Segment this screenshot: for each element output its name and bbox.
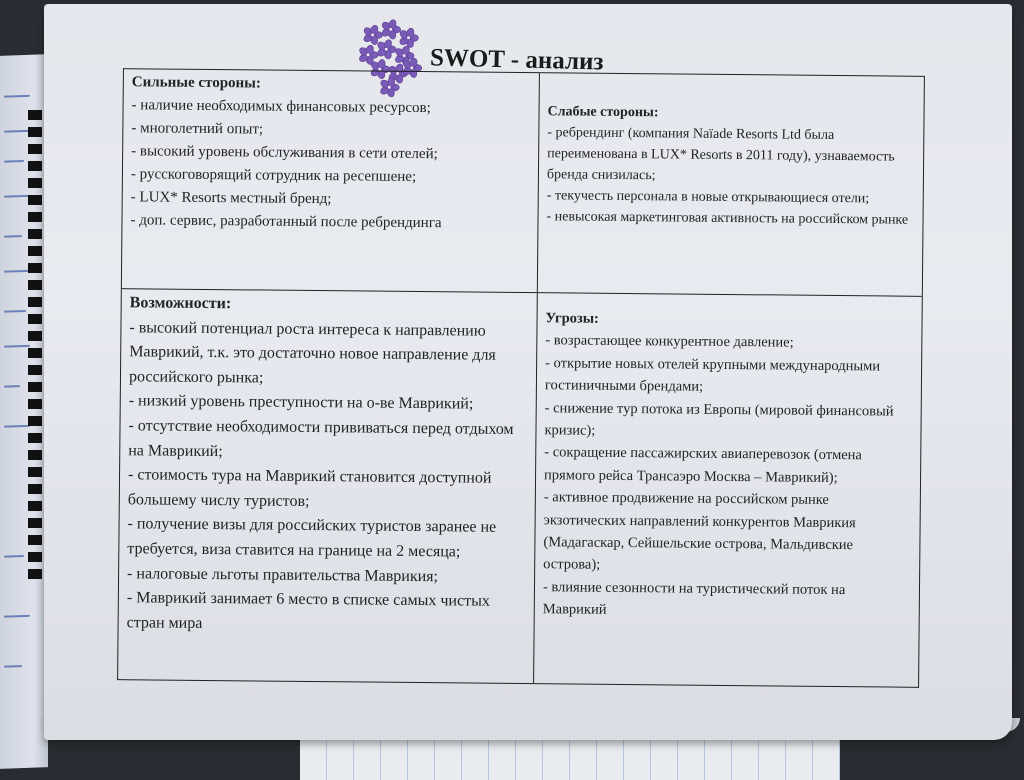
list-item: - Маврикий занимает 6 место в списке самых чистых стран мира <box>126 589 490 632</box>
grid-paper-under-sheet <box>300 740 840 780</box>
list-item: - низкий уровень преступности на о-ве Маврикий; <box>128 392 474 413</box>
opportunities-list <box>127 316 529 640</box>
opportunities-heading: Возможности: <box>129 294 232 313</box>
weaknesses-heading: Слабые стороны: <box>547 104 659 121</box>
strengths-cell <box>122 69 540 293</box>
threats-cell <box>534 293 922 687</box>
list-item: - многолетний опыт; <box>131 120 264 138</box>
list-item: - наличие необходимых финансовых ресурсов; <box>131 97 431 117</box>
spiral-binding <box>28 110 42 580</box>
list-item: - сокращение пассажирских авиаперевозок (отмена прямого рейса Трансаэро Москва – Маврикий); <box>543 444 862 486</box>
list-item: - высокий уровень обслуживания в сети отелей; <box>131 143 438 163</box>
list-item: - открытие новых отелей крупными международными гостиничными брендами; <box>544 355 881 395</box>
page-title: SWOT - анализ <box>429 44 604 76</box>
threats-list <box>543 330 914 625</box>
weaknesses-cell <box>538 73 924 297</box>
weaknesses-list <box>546 122 915 231</box>
strengths-list <box>130 94 530 236</box>
list-item: - активное продвижение на российском рынке экзотических направлений конкурентов Маврикия (Мадагаскар, Сейшельские острова, Мальдивские острова); <box>543 489 856 574</box>
list-item: - стоимость тура на Маврикий становится доступной большему числу туристов; <box>127 466 492 510</box>
opportunities-cell <box>118 289 538 683</box>
threats-heading: Угрозы: <box>545 310 599 327</box>
list-item: - получение визы для российских туристов заранее не требуется, виза ставится на границе на 2 месяца; <box>127 515 497 561</box>
list-item: - невысокая маркетинговая активность на российском рынке <box>546 209 909 228</box>
list-item: - русскоговорящий сотрудник на ресепшене; <box>130 166 417 185</box>
list-item: - влияние сезонности на туристический поток на Маврикий <box>542 579 846 619</box>
list-item: - ребрендинг (компания Naïade Resorts Ltd была переименована в LUX* Resorts в 2011 году), узнаваемость бренда снизилась; <box>546 125 895 184</box>
list-item: - отсутствие необходимости прививаться перед отдыхом на Маврикий; <box>128 417 514 460</box>
list-item: - высокий потенциал роста интереса к направлению Маврикий, т.к. это достаточно новое направление для российского рынка; <box>128 318 496 387</box>
swot-table <box>117 68 925 688</box>
list-item: - LUX* Resorts местный бренд; <box>130 189 332 208</box>
list-item: - доп. сервис, разработанный после ребрендинга <box>130 212 442 232</box>
list-item: - текучесть персонала в новые открывающиеся отели; <box>546 188 870 207</box>
list-item: - возрастающее конкурентное давление; <box>545 332 794 352</box>
list-item: - налоговые льготы правительства Маврикия; <box>127 564 439 585</box>
list-item: - снижение тур потока из Европы (мировой финансовый кризис); <box>544 399 894 439</box>
strengths-heading: Сильные стороны: <box>131 74 262 92</box>
